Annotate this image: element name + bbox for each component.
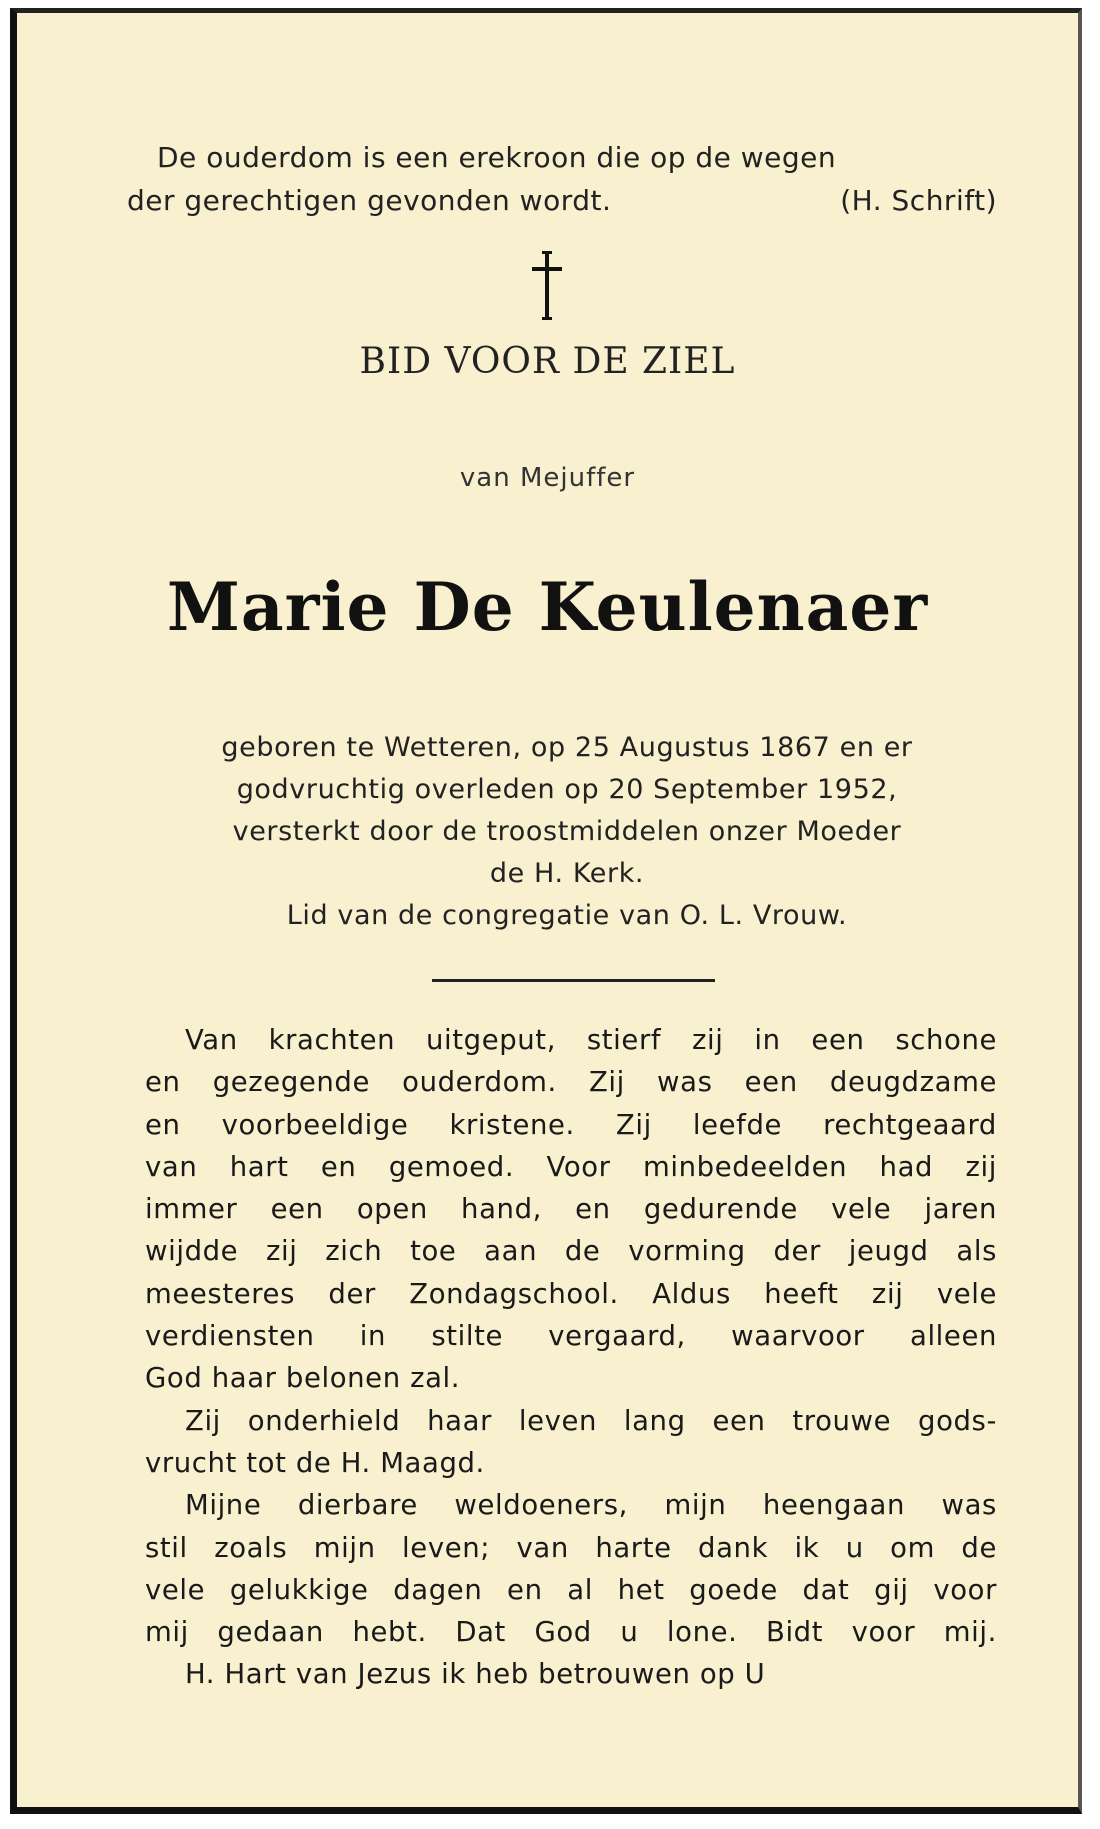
divider-line xyxy=(432,979,715,982)
closing-invocation: H. Hart van Jezus ik heb betrouwen op U xyxy=(185,1658,766,1691)
bio-line: godvruchtig overleden op 20 September 1952, xyxy=(236,774,898,805)
biography xyxy=(137,727,997,937)
deceased-name: Marie De Keulenaer xyxy=(166,568,929,646)
text-line: mij gedaan hebt. Dat God u lone. Bidt voor mij. xyxy=(145,1616,997,1649)
text-line: Van krachten uitgeput, stierf zij in een schone xyxy=(185,1024,997,1056)
text-line: verdiensten in stilte vergaard, waarvoor alleen xyxy=(145,1320,997,1353)
text-line: en voorbeeldige kristene. Zij leefde rechtgeaard xyxy=(145,1108,997,1141)
text-line: God haar belonen zal. xyxy=(145,1362,461,1395)
quote-line-2-text: der gerechtigen gevonden wordt. xyxy=(127,184,612,217)
scripture-quote xyxy=(127,136,997,222)
quote-source: (H. Schrift) xyxy=(840,184,997,217)
bio-line: geboren te Wetteren, op 25 Augustus 1867 en er xyxy=(221,732,913,763)
text-line: en gezegende ouderdom. Zij was een deugdzame xyxy=(145,1066,997,1099)
text-line: meesteres der Zondagschool. Aldus heeft zij vele xyxy=(145,1277,997,1310)
name-prefix: van Mejuffer xyxy=(459,463,636,493)
bio-line: de H. Kerk. xyxy=(489,858,645,889)
memorial-card xyxy=(10,8,1082,1814)
text-line: van hart en gemoed. Voor minbedeelden had zij xyxy=(145,1150,997,1183)
text-line: wijdde zij zich toe aan de vorming der jeugd als xyxy=(145,1235,997,1268)
text-line: Mijne dierbare weldoeners, mijn heengaan was xyxy=(185,1489,997,1522)
bio-line: Lid van de congregatie van O. L. Vrouw. xyxy=(286,900,848,931)
prayer-heading: BID VOOR DE ZIEL xyxy=(359,341,736,382)
bio-line: versterkt door de troostmiddelen onzer Moeder xyxy=(232,816,902,847)
quote-line-1: De ouderdom is een erekroon die op de wegen xyxy=(157,141,837,174)
text-line: immer een open hand, en gedurende vele jaren xyxy=(145,1193,997,1226)
text-line: Zij onderhield haar leven lang een trouwe gods- xyxy=(185,1404,997,1437)
text-line: vele gelukkige dagen en al het goede dat gij voor xyxy=(145,1573,997,1606)
latin-cross-icon xyxy=(527,251,567,321)
eulogy-text xyxy=(145,1019,997,1696)
text-line: vrucht tot de H. Maagd. xyxy=(145,1446,485,1479)
text-line: stil zoals mijn leven; van harte dank ik u om de xyxy=(145,1531,997,1564)
quote-line-2 xyxy=(127,179,997,222)
